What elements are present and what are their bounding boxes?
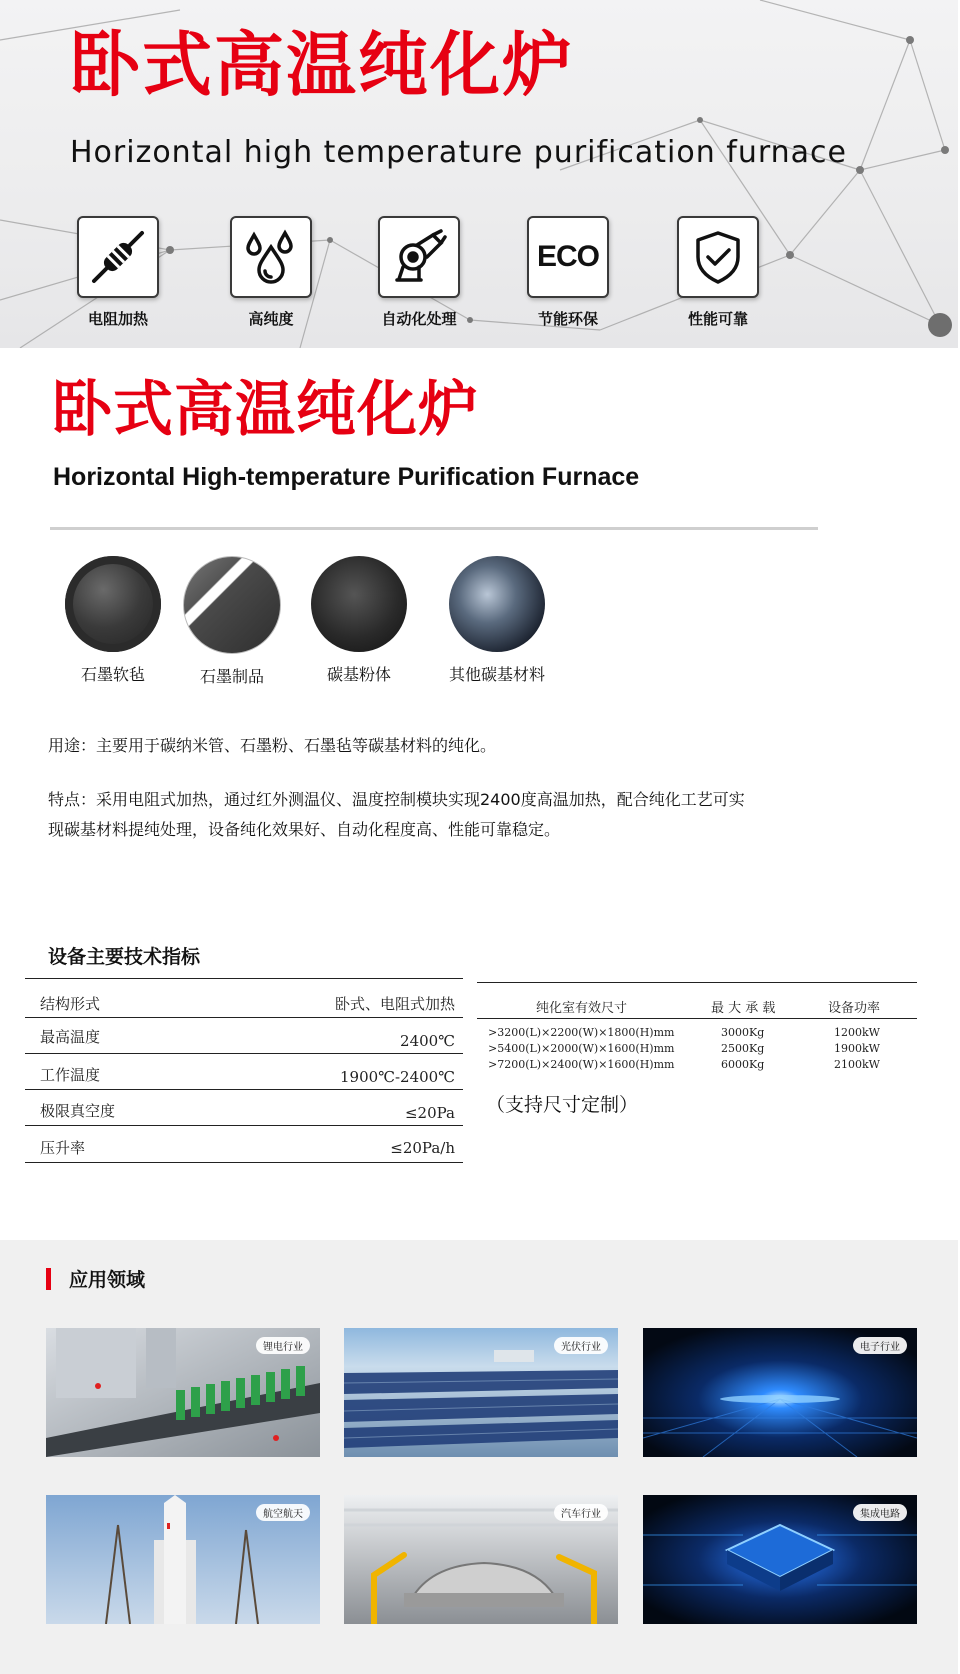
material-label: 其他碳基材料 [448, 665, 545, 684]
load-cell: 2500Kg [721, 1042, 765, 1055]
specs-heading: 设备主要技术指标 [48, 946, 201, 968]
shield-check-icon [677, 216, 759, 298]
tile-label: 汽车行业 [554, 1504, 608, 1521]
spec-key: 工作温度 [40, 1066, 101, 1084]
hero-subtitle: Horizontal high temperature purification furnace [70, 135, 847, 170]
spec-value: ≤20Pa/h [390, 1139, 455, 1157]
table-rule [25, 1125, 463, 1126]
other-carbon-image [449, 556, 545, 652]
feature-label: 高纯度 [248, 310, 294, 328]
resistor-icon [77, 216, 159, 298]
feature-resistance-heating [77, 216, 167, 329]
eco-icon: ECO [527, 216, 609, 298]
material-label: 石墨制品 [199, 667, 264, 686]
applications-title: 应用领域 [69, 1269, 146, 1291]
load-cell: 3000Kg [721, 1026, 765, 1039]
power-cell: 1200kW [834, 1026, 880, 1039]
features-text-line2: 现碳基材料提纯处理，设备纯化效果好、自动化程度高、性能可靠稳定。 [48, 820, 561, 839]
app-tile-aerospace[interactable] [46, 1495, 320, 1624]
heading-accent-bar [46, 1268, 51, 1290]
product-title: 卧式高温纯化炉 [52, 375, 479, 445]
feature-high-purity [230, 216, 320, 329]
spec-value: 卧式、电阻式加热 [334, 995, 455, 1013]
table-rule [25, 1017, 463, 1018]
table-rule [25, 1162, 463, 1163]
size-cell: >5400(L)×2000(W)×1600(H)mm [488, 1042, 675, 1055]
feature-label: 自动化处理 [381, 310, 457, 328]
applications-section [0, 1240, 958, 1674]
app-tile-integrated-circuit[interactable] [643, 1495, 917, 1624]
table-rule [25, 1053, 463, 1054]
feature-label: 性能可靠 [687, 310, 748, 328]
material-label: 石墨软毡 [80, 665, 145, 684]
droplets-icon [230, 216, 312, 298]
feature-automation [378, 216, 468, 329]
feature-label: 电阻加热 [87, 310, 148, 328]
spec-key: 结构形式 [40, 995, 101, 1013]
tile-label: 航空航天 [256, 1504, 310, 1521]
feature-reliable [677, 216, 767, 329]
tile-label: 集成电路 [853, 1504, 907, 1521]
material-carbon-powder [304, 556, 414, 685]
column-header: 设备功率 [828, 1001, 881, 1016]
applications-heading [46, 1265, 145, 1292]
table-rule [25, 978, 463, 979]
spec-key: 极限真空度 [40, 1102, 116, 1120]
app-tile-photovoltaic[interactable] [344, 1328, 618, 1457]
table-rule [477, 982, 917, 983]
table-rule [25, 1089, 463, 1090]
graphite-felt-image [65, 556, 161, 652]
robot-arm-icon [378, 216, 460, 298]
app-tile-automotive[interactable] [344, 1495, 618, 1624]
spec-key: 最高温度 [40, 1028, 101, 1046]
column-header: 纯化室有效尺寸 [536, 1001, 628, 1016]
tile-label: 光伏行业 [554, 1337, 608, 1354]
load-cell: 6000Kg [721, 1058, 765, 1071]
size-cell: >3200(L)×2200(W)×1800(H)mm [488, 1026, 675, 1039]
spec-key: 压升率 [40, 1139, 86, 1157]
spec-value: ≤20Pa [404, 1104, 455, 1122]
feature-eco [527, 216, 617, 329]
feature-label: 节能环保 [537, 310, 598, 328]
carbon-powder-image [311, 556, 407, 652]
features-text-line1: 特点：采用电阻式加热，通过红外测温仪、温度控制模块实现2400度高温加热，配合纯化工艺可实 [48, 790, 745, 809]
material-other-carbon [432, 556, 562, 685]
size-cell: >7200(L)×2400(W)×1600(H)mm [488, 1058, 675, 1071]
spec-value: 2400℃ [400, 1032, 455, 1050]
table-rule [477, 1018, 917, 1019]
product-subtitle: Horizontal High-temperature Purification Furnace [53, 463, 640, 491]
power-cell: 2100kW [834, 1058, 880, 1071]
column-header: 最 大 承 载 [711, 1001, 776, 1016]
material-label: 碳基粉体 [326, 665, 391, 684]
tile-label: 锂电行业 [256, 1337, 310, 1354]
tile-label: 电子行业 [853, 1337, 907, 1354]
spec-value: 1900℃-2400℃ [340, 1068, 455, 1086]
material-graphite-products [177, 556, 287, 687]
usage-text: 用途：主要用于碳纳米管、石墨粉、石墨毡等碳基材料的纯化。 [48, 736, 497, 755]
power-cell: 1900kW [834, 1042, 880, 1055]
hero-banner [0, 0, 958, 348]
custom-size-note: （支持尺寸定制） [486, 1094, 639, 1116]
app-tile-lithium[interactable] [46, 1328, 320, 1457]
hero-title: 卧式高温纯化炉 [70, 24, 574, 106]
divider [50, 527, 818, 530]
app-tile-electronics[interactable] [643, 1328, 917, 1457]
graphite-products-image [183, 556, 281, 654]
material-graphite-felt [58, 556, 168, 685]
